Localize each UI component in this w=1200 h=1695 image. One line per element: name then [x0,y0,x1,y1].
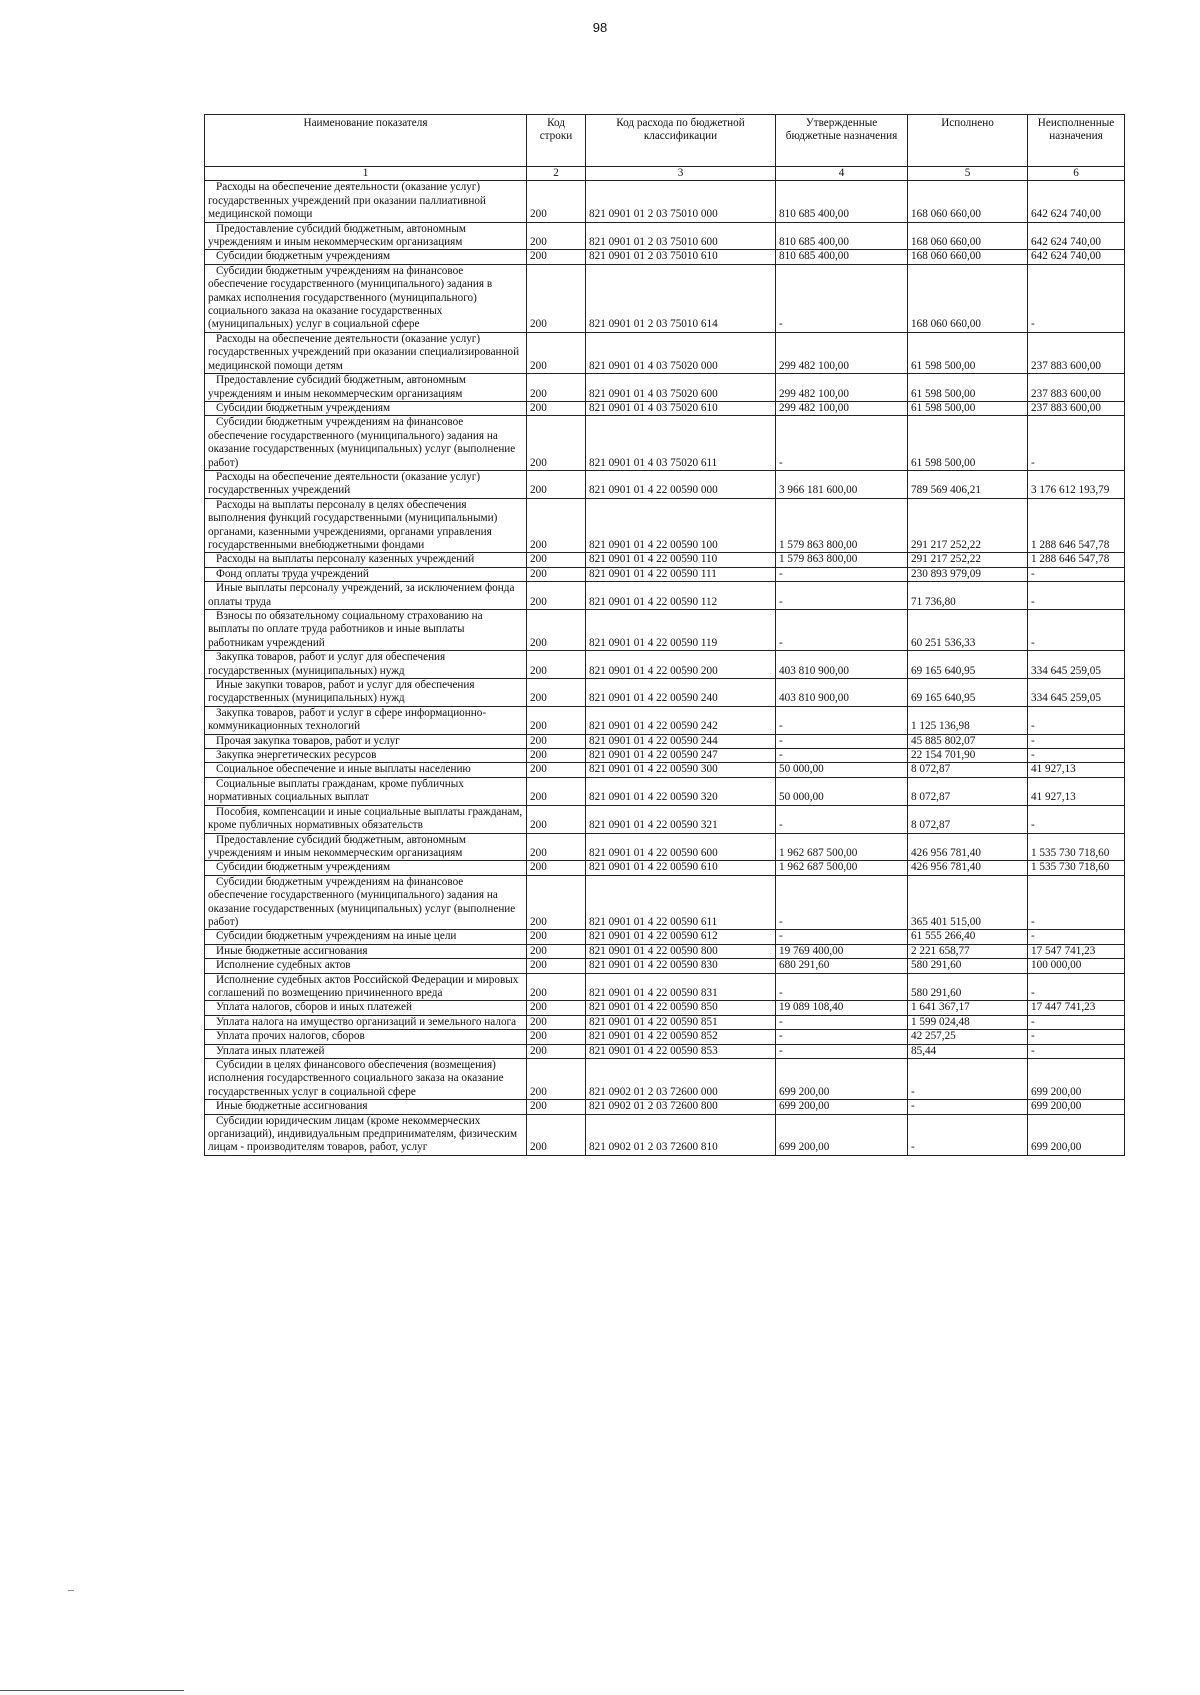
column-number: 1 [205,167,527,181]
cell-budget-code: 821 0901 01 4 03 75020 000 [586,332,776,373]
cell-approved: 699 200,00 [776,1059,908,1100]
cell-executed: 168 060 660,00 [908,250,1028,264]
cell-name: Уплата налогов, сборов и иных платежей [205,1001,527,1015]
cell-executed: 365 401 515,00 [908,875,1028,930]
footer-rule [0,1690,184,1691]
table-row [205,679,1125,707]
cell-unexecuted: 237 883 600,00 [1028,401,1125,415]
cell-line-code: 200 [527,944,586,958]
header-executed: Исполнено [908,115,1028,167]
cell-approved: - [776,875,908,930]
table-row [205,651,1125,679]
cell-name: Исполнение судебных актов [205,959,527,973]
cell-name: Предоставление субсидий бюджетным, автономным учреждениям и иным некоммерческим организациям [205,374,527,402]
column-number: 2 [527,167,586,181]
table-row [205,805,1125,833]
cell-budget-code: 821 0901 01 4 22 00590 110 [586,553,776,567]
cell-name: Субсидии юридическим лицам (кроме некоммерческих организаций), индивидуальным предпринимателям, физическим лицам - производителям товаров, работ, услуг [205,1114,527,1155]
cell-name: Социальные выплаты гражданам, кроме публичных нормативных социальных выплат [205,777,527,805]
cell-budget-code: 821 0901 01 4 22 00590 000 [586,470,776,498]
cell-name: Расходы на выплаты персоналу казенных учреждений [205,553,527,567]
cell-unexecuted: - [1028,734,1125,748]
cell-budget-code: 821 0901 01 4 22 00590 611 [586,875,776,930]
cell-approved: - [776,610,908,651]
cell-budget-code: 821 0901 01 4 22 00590 800 [586,944,776,958]
column-number: 3 [586,167,776,181]
cell-approved: - [776,1044,908,1058]
cell-executed: - [908,1114,1028,1155]
cell-approved: 1 962 687 500,00 [776,833,908,861]
cell-budget-code: 821 0901 01 4 22 00590 321 [586,805,776,833]
cell-approved: 680 291,60 [776,959,908,973]
cell-line-code: 200 [527,264,586,332]
cell-executed: 45 885 802,07 [908,734,1028,748]
cell-budget-code: 821 0901 01 4 22 00590 112 [586,582,776,610]
cell-budget-code: 821 0901 01 4 22 00590 247 [586,749,776,763]
cell-line-code: 200 [527,222,586,250]
cell-unexecuted: 100 000,00 [1028,959,1125,973]
cell-approved: 299 482 100,00 [776,374,908,402]
cell-unexecuted: - [1028,1030,1125,1044]
cell-executed: 22 154 701,90 [908,749,1028,763]
cell-name: Иные выплаты персоналу учреждений, за исключением фонда оплаты труда [205,582,527,610]
cell-line-code: 200 [527,1044,586,1058]
cell-line-code: 200 [527,734,586,748]
cell-executed: 168 060 660,00 [908,264,1028,332]
cell-unexecuted: 699 200,00 [1028,1100,1125,1114]
cell-name: Расходы на обеспечение деятельности (оказание услуг) государственных учреждений при оказании специализированной медицинской помощи детям [205,332,527,373]
cell-line-code: 200 [527,470,586,498]
cell-budget-code: 821 0901 01 4 22 00590 100 [586,498,776,553]
cell-name: Закупка товаров, работ и услуг для обеспечения государственных (муниципальных) нужд [205,651,527,679]
cell-budget-code: 821 0901 01 2 03 75010 600 [586,222,776,250]
cell-executed: - [908,1100,1028,1114]
cell-approved: - [776,1015,908,1029]
cell-executed: 61 598 500,00 [908,332,1028,373]
cell-approved: 699 200,00 [776,1114,908,1155]
cell-approved: - [776,930,908,944]
cell-unexecuted: 1 535 730 718,60 [1028,833,1125,861]
cell-budget-code: 821 0901 01 4 22 00590 853 [586,1044,776,1058]
cell-line-code: 200 [527,416,586,471]
table-row [205,567,1125,581]
cell-name: Пособия, компенсации и иные социальные выплаты гражданам, кроме публичных нормативных обязательств [205,805,527,833]
cell-approved: 1 579 863 800,00 [776,553,908,567]
cell-name: Субсидии бюджетным учреждениям на иные цели [205,930,527,944]
cell-line-code: 200 [527,1059,586,1100]
header-row [205,115,1125,167]
cell-unexecuted: 17 547 741,23 [1028,944,1125,958]
cell-executed: 426 956 781,40 [908,833,1028,861]
cell-approved: 403 810 900,00 [776,679,908,707]
cell-budget-code: 821 0901 01 4 22 00590 851 [586,1015,776,1029]
column-number: 5 [908,167,1028,181]
column-number: 4 [776,167,908,181]
cell-unexecuted: - [1028,930,1125,944]
cell-approved: - [776,749,908,763]
cell-line-code: 200 [527,763,586,777]
cell-line-code: 200 [527,374,586,402]
cell-name: Уплата налога на имущество организаций и земельного налога [205,1015,527,1029]
table-row [205,749,1125,763]
cell-unexecuted: 642 624 740,00 [1028,250,1125,264]
cell-unexecuted: - [1028,416,1125,471]
cell-budget-code: 821 0901 01 4 22 00590 242 [586,706,776,734]
cell-executed: 580 291,60 [908,973,1028,1001]
cell-unexecuted: - [1028,706,1125,734]
cell-approved: 403 810 900,00 [776,651,908,679]
cell-approved: 810 685 400,00 [776,222,908,250]
table-row [205,582,1125,610]
cell-executed: 8 072,87 [908,763,1028,777]
cell-name: Субсидии бюджетным учреждениям [205,250,527,264]
cell-executed: 580 291,60 [908,959,1028,973]
cell-budget-code: 821 0902 01 2 03 72600 000 [586,1059,776,1100]
cell-line-code: 200 [527,498,586,553]
cell-name: Фонд оплаты труда учреждений [205,567,527,581]
cell-name: Расходы на выплаты персоналу в целях обеспечения выполнения функций государственными (муниципальными) органами, казенными учреждениями, органами управления государственными внебюджетными фондами [205,498,527,553]
cell-approved: 299 482 100,00 [776,332,908,373]
cell-name: Прочая закупка товаров, работ и услуг [205,734,527,748]
cell-unexecuted: 237 883 600,00 [1028,332,1125,373]
cell-budget-code: 821 0901 01 4 22 00590 320 [586,777,776,805]
cell-approved: - [776,416,908,471]
table-row [205,1044,1125,1058]
cell-line-code: 200 [527,749,586,763]
margin-mark [68,1590,74,1591]
cell-unexecuted: - [1028,1044,1125,1058]
table-row [205,264,1125,332]
table-row [205,1001,1125,1015]
table-row [205,416,1125,471]
cell-executed: 1 641 367,17 [908,1001,1028,1015]
cell-line-code: 200 [527,777,586,805]
cell-budget-code: 821 0901 01 2 03 75010 614 [586,264,776,332]
cell-line-code: 200 [527,250,586,264]
cell-executed: 8 072,87 [908,805,1028,833]
cell-budget-code: 821 0901 01 4 22 00590 610 [586,861,776,875]
column-number: 6 [1028,167,1125,181]
cell-budget-code: 821 0901 01 4 22 00590 612 [586,930,776,944]
cell-name: Взносы по обязательному социальному страхованию на выплаты по оплате труда работников и иные выплаты работникам учреждений [205,610,527,651]
header-line-code: Код строки [527,115,586,167]
cell-name: Расходы на обеспечение деятельности (оказание услуг) государственных учреждений при оказании паллиативной медицинской помощи [205,181,527,222]
cell-unexecuted: - [1028,805,1125,833]
cell-unexecuted: 334 645 259,05 [1028,651,1125,679]
cell-approved: - [776,706,908,734]
cell-unexecuted: 699 200,00 [1028,1059,1125,1100]
table-row [205,250,1125,264]
cell-line-code: 200 [527,706,586,734]
table-row [205,861,1125,875]
cell-unexecuted: 41 927,13 [1028,777,1125,805]
cell-approved: - [776,264,908,332]
cell-approved: 299 482 100,00 [776,401,908,415]
table-row [205,610,1125,651]
cell-line-code: 200 [527,679,586,707]
cell-line-code: 200 [527,553,586,567]
cell-budget-code: 821 0902 01 2 03 72600 810 [586,1114,776,1155]
table-row [205,374,1125,402]
cell-unexecuted: - [1028,610,1125,651]
cell-unexecuted: 41 927,13 [1028,763,1125,777]
column-number-row [205,167,1125,181]
table-row [205,833,1125,861]
cell-unexecuted: - [1028,1015,1125,1029]
cell-unexecuted: - [1028,875,1125,930]
cell-budget-code: 821 0901 01 4 22 00590 831 [586,973,776,1001]
cell-approved: - [776,734,908,748]
cell-name: Исполнение судебных актов Российской Федерации и мировых соглашений по возмещению причиненного вреда [205,973,527,1001]
cell-name: Иные бюджетные ассигнования [205,1100,527,1114]
table-row [205,222,1125,250]
cell-line-code: 200 [527,973,586,1001]
cell-executed: 61 598 500,00 [908,416,1028,471]
cell-unexecuted: 3 176 612 193,79 [1028,470,1125,498]
cell-approved: 50 000,00 [776,763,908,777]
cell-budget-code: 821 0901 01 2 03 75010 000 [586,181,776,222]
cell-executed: 1 125 136,98 [908,706,1028,734]
cell-line-code: 200 [527,861,586,875]
cell-unexecuted: - [1028,582,1125,610]
cell-budget-code: 821 0901 01 4 22 00590 300 [586,763,776,777]
cell-approved: - [776,973,908,1001]
cell-name: Закупка товаров, работ и услуг в сфере информационно-коммуникационных технологий [205,706,527,734]
cell-line-code: 200 [527,181,586,222]
table-row [205,1059,1125,1100]
cell-name: Субсидии бюджетным учреждениям на финансовое обеспечение государственного (муниципального) задания на оказание государственных (муниципальных) услуг (выполнение работ) [205,875,527,930]
cell-approved: 3 966 181 600,00 [776,470,908,498]
cell-name: Предоставление субсидий бюджетным, автономным учреждениям и иным некоммерческим организациям [205,222,527,250]
cell-executed: 69 165 640,95 [908,679,1028,707]
cell-budget-code: 821 0901 01 2 03 75010 610 [586,250,776,264]
cell-executed: 69 165 640,95 [908,651,1028,679]
table-row [205,706,1125,734]
cell-unexecuted: 642 624 740,00 [1028,181,1125,222]
cell-line-code: 200 [527,930,586,944]
table-row [205,763,1125,777]
cell-unexecuted: 1 535 730 718,60 [1028,861,1125,875]
cell-unexecuted: - [1028,749,1125,763]
header-name: Наименование показателя [205,115,527,167]
cell-line-code: 200 [527,567,586,581]
cell-line-code: 200 [527,875,586,930]
cell-line-code: 200 [527,1030,586,1044]
cell-unexecuted: 1 288 646 547,78 [1028,553,1125,567]
cell-budget-code: 821 0901 01 4 22 00590 600 [586,833,776,861]
cell-line-code: 200 [527,401,586,415]
cell-budget-code: 821 0901 01 4 22 00590 852 [586,1030,776,1044]
cell-name: Расходы на обеспечение деятельности (оказание услуг) государственных учреждений [205,470,527,498]
table-row [205,1100,1125,1114]
cell-unexecuted: - [1028,264,1125,332]
cell-approved: - [776,1030,908,1044]
cell-unexecuted: 17 447 741,23 [1028,1001,1125,1015]
cell-name: Иные закупки товаров, работ и услуг для обеспечения государственных (муниципальных) нужд [205,679,527,707]
cell-line-code: 200 [527,1100,586,1114]
cell-approved: 810 685 400,00 [776,250,908,264]
cell-budget-code: 821 0901 01 4 22 00590 830 [586,959,776,973]
cell-executed: 8 072,87 [908,777,1028,805]
cell-name: Закупка энергетических ресурсов [205,749,527,763]
cell-approved: 810 685 400,00 [776,181,908,222]
table-row [205,1114,1125,1155]
cell-line-code: 200 [527,610,586,651]
cell-executed: 168 060 660,00 [908,181,1028,222]
cell-executed: 85,44 [908,1044,1028,1058]
cell-line-code: 200 [527,833,586,861]
cell-executed: - [908,1059,1028,1100]
table-row [205,875,1125,930]
cell-approved: 50 000,00 [776,777,908,805]
cell-line-code: 200 [527,1015,586,1029]
cell-approved: 1 579 863 800,00 [776,498,908,553]
cell-name: Социальное обеспечение и иные выплаты населению [205,763,527,777]
cell-name: Иные бюджетные ассигнования [205,944,527,958]
table-body [205,181,1125,1155]
cell-line-code: 200 [527,651,586,679]
table-row [205,734,1125,748]
cell-executed: 426 956 781,40 [908,861,1028,875]
cell-unexecuted: 699 200,00 [1028,1114,1125,1155]
cell-line-code: 200 [527,582,586,610]
cell-name: Субсидии в целях финансового обеспечения (возмещения) исполнения государственного социального заказа на оказание государственных услуг в социальной сфере [205,1059,527,1100]
table-row [205,777,1125,805]
cell-line-code: 200 [527,332,586,373]
cell-executed: 61 598 500,00 [908,401,1028,415]
cell-line-code: 200 [527,1114,586,1155]
cell-name: Субсидии бюджетным учреждениям [205,861,527,875]
table-row [205,553,1125,567]
table-row [205,470,1125,498]
cell-line-code: 200 [527,1001,586,1015]
header-budget-code: Код расхода по бюджетной классификации [586,115,776,167]
cell-name: Субсидии бюджетным учреждениям на финансовое обеспечение государственного (муниципального) задания на оказание государственных (муниципальных) услуг (выполнение работ) [205,416,527,471]
header-approved: Утвержденные бюджетные назначения [776,115,908,167]
cell-name: Уплата иных платежей [205,1044,527,1058]
cell-budget-code: 821 0901 01 4 22 00590 111 [586,567,776,581]
table-row [205,944,1125,958]
cell-approved: - [776,805,908,833]
cell-unexecuted: 334 645 259,05 [1028,679,1125,707]
cell-budget-code: 821 0901 01 4 22 00590 119 [586,610,776,651]
cell-line-code: 200 [527,959,586,973]
cell-unexecuted: - [1028,567,1125,581]
cell-executed: 291 217 252,22 [908,553,1028,567]
cell-unexecuted: 642 624 740,00 [1028,222,1125,250]
cell-name: Субсидии бюджетным учреждениям на финансовое обеспечение государственного (муниципального) задания в рамках исполнения государственного (муниципального) социального заказа на оказание государственных (муниципальных) услуг в социальной сфере [205,264,527,332]
cell-approved: 699 200,00 [776,1100,908,1114]
cell-budget-code: 821 0901 01 4 22 00590 244 [586,734,776,748]
cell-approved: 1 962 687 500,00 [776,861,908,875]
cell-name: Уплата прочих налогов, сборов [205,1030,527,1044]
table-row [205,1015,1125,1029]
cell-executed: 789 569 406,21 [908,470,1028,498]
cell-budget-code: 821 0901 01 4 03 75020 611 [586,416,776,471]
cell-name: Предоставление субсидий бюджетным, автономным учреждениям и иным некоммерческим организациям [205,833,527,861]
cell-executed: 291 217 252,22 [908,498,1028,553]
cell-budget-code: 821 0901 01 4 22 00590 200 [586,651,776,679]
table-row [205,401,1125,415]
cell-executed: 60 251 536,33 [908,610,1028,651]
cell-unexecuted: - [1028,973,1125,1001]
cell-executed: 2 221 658,77 [908,944,1028,958]
cell-executed: 61 555 266,40 [908,930,1028,944]
header-unexecuted: Неисполненные назначения [1028,115,1125,167]
table-row [205,181,1125,222]
cell-line-code: 200 [527,805,586,833]
cell-executed: 61 598 500,00 [908,374,1028,402]
cell-executed: 168 060 660,00 [908,222,1028,250]
table-row [205,332,1125,373]
cell-budget-code: 821 0902 01 2 03 72600 800 [586,1100,776,1114]
cell-approved: - [776,582,908,610]
cell-budget-code: 821 0901 01 4 03 75020 610 [586,401,776,415]
cell-executed: 42 257,25 [908,1030,1028,1044]
cell-executed: 230 893 979,09 [908,567,1028,581]
table-row [205,1030,1125,1044]
cell-budget-code: 821 0901 01 4 22 00590 240 [586,679,776,707]
table-row [205,930,1125,944]
cell-unexecuted: 237 883 600,00 [1028,374,1125,402]
cell-name: Субсидии бюджетным учреждениям [205,401,527,415]
cell-budget-code: 821 0901 01 4 22 00590 850 [586,1001,776,1015]
cell-approved: 19 089 108,40 [776,1001,908,1015]
table-row [205,973,1125,1001]
cell-approved: - [776,567,908,581]
table-row [205,498,1125,553]
cell-executed: 71 736,80 [908,582,1028,610]
cell-executed: 1 599 024,48 [908,1015,1028,1029]
budget-execution-table [204,114,1125,1156]
cell-unexecuted: 1 288 646 547,78 [1028,498,1125,553]
page-number: 98 [592,20,608,35]
cell-budget-code: 821 0901 01 4 03 75020 600 [586,374,776,402]
cell-approved: 19 769 400,00 [776,944,908,958]
table-row [205,959,1125,973]
